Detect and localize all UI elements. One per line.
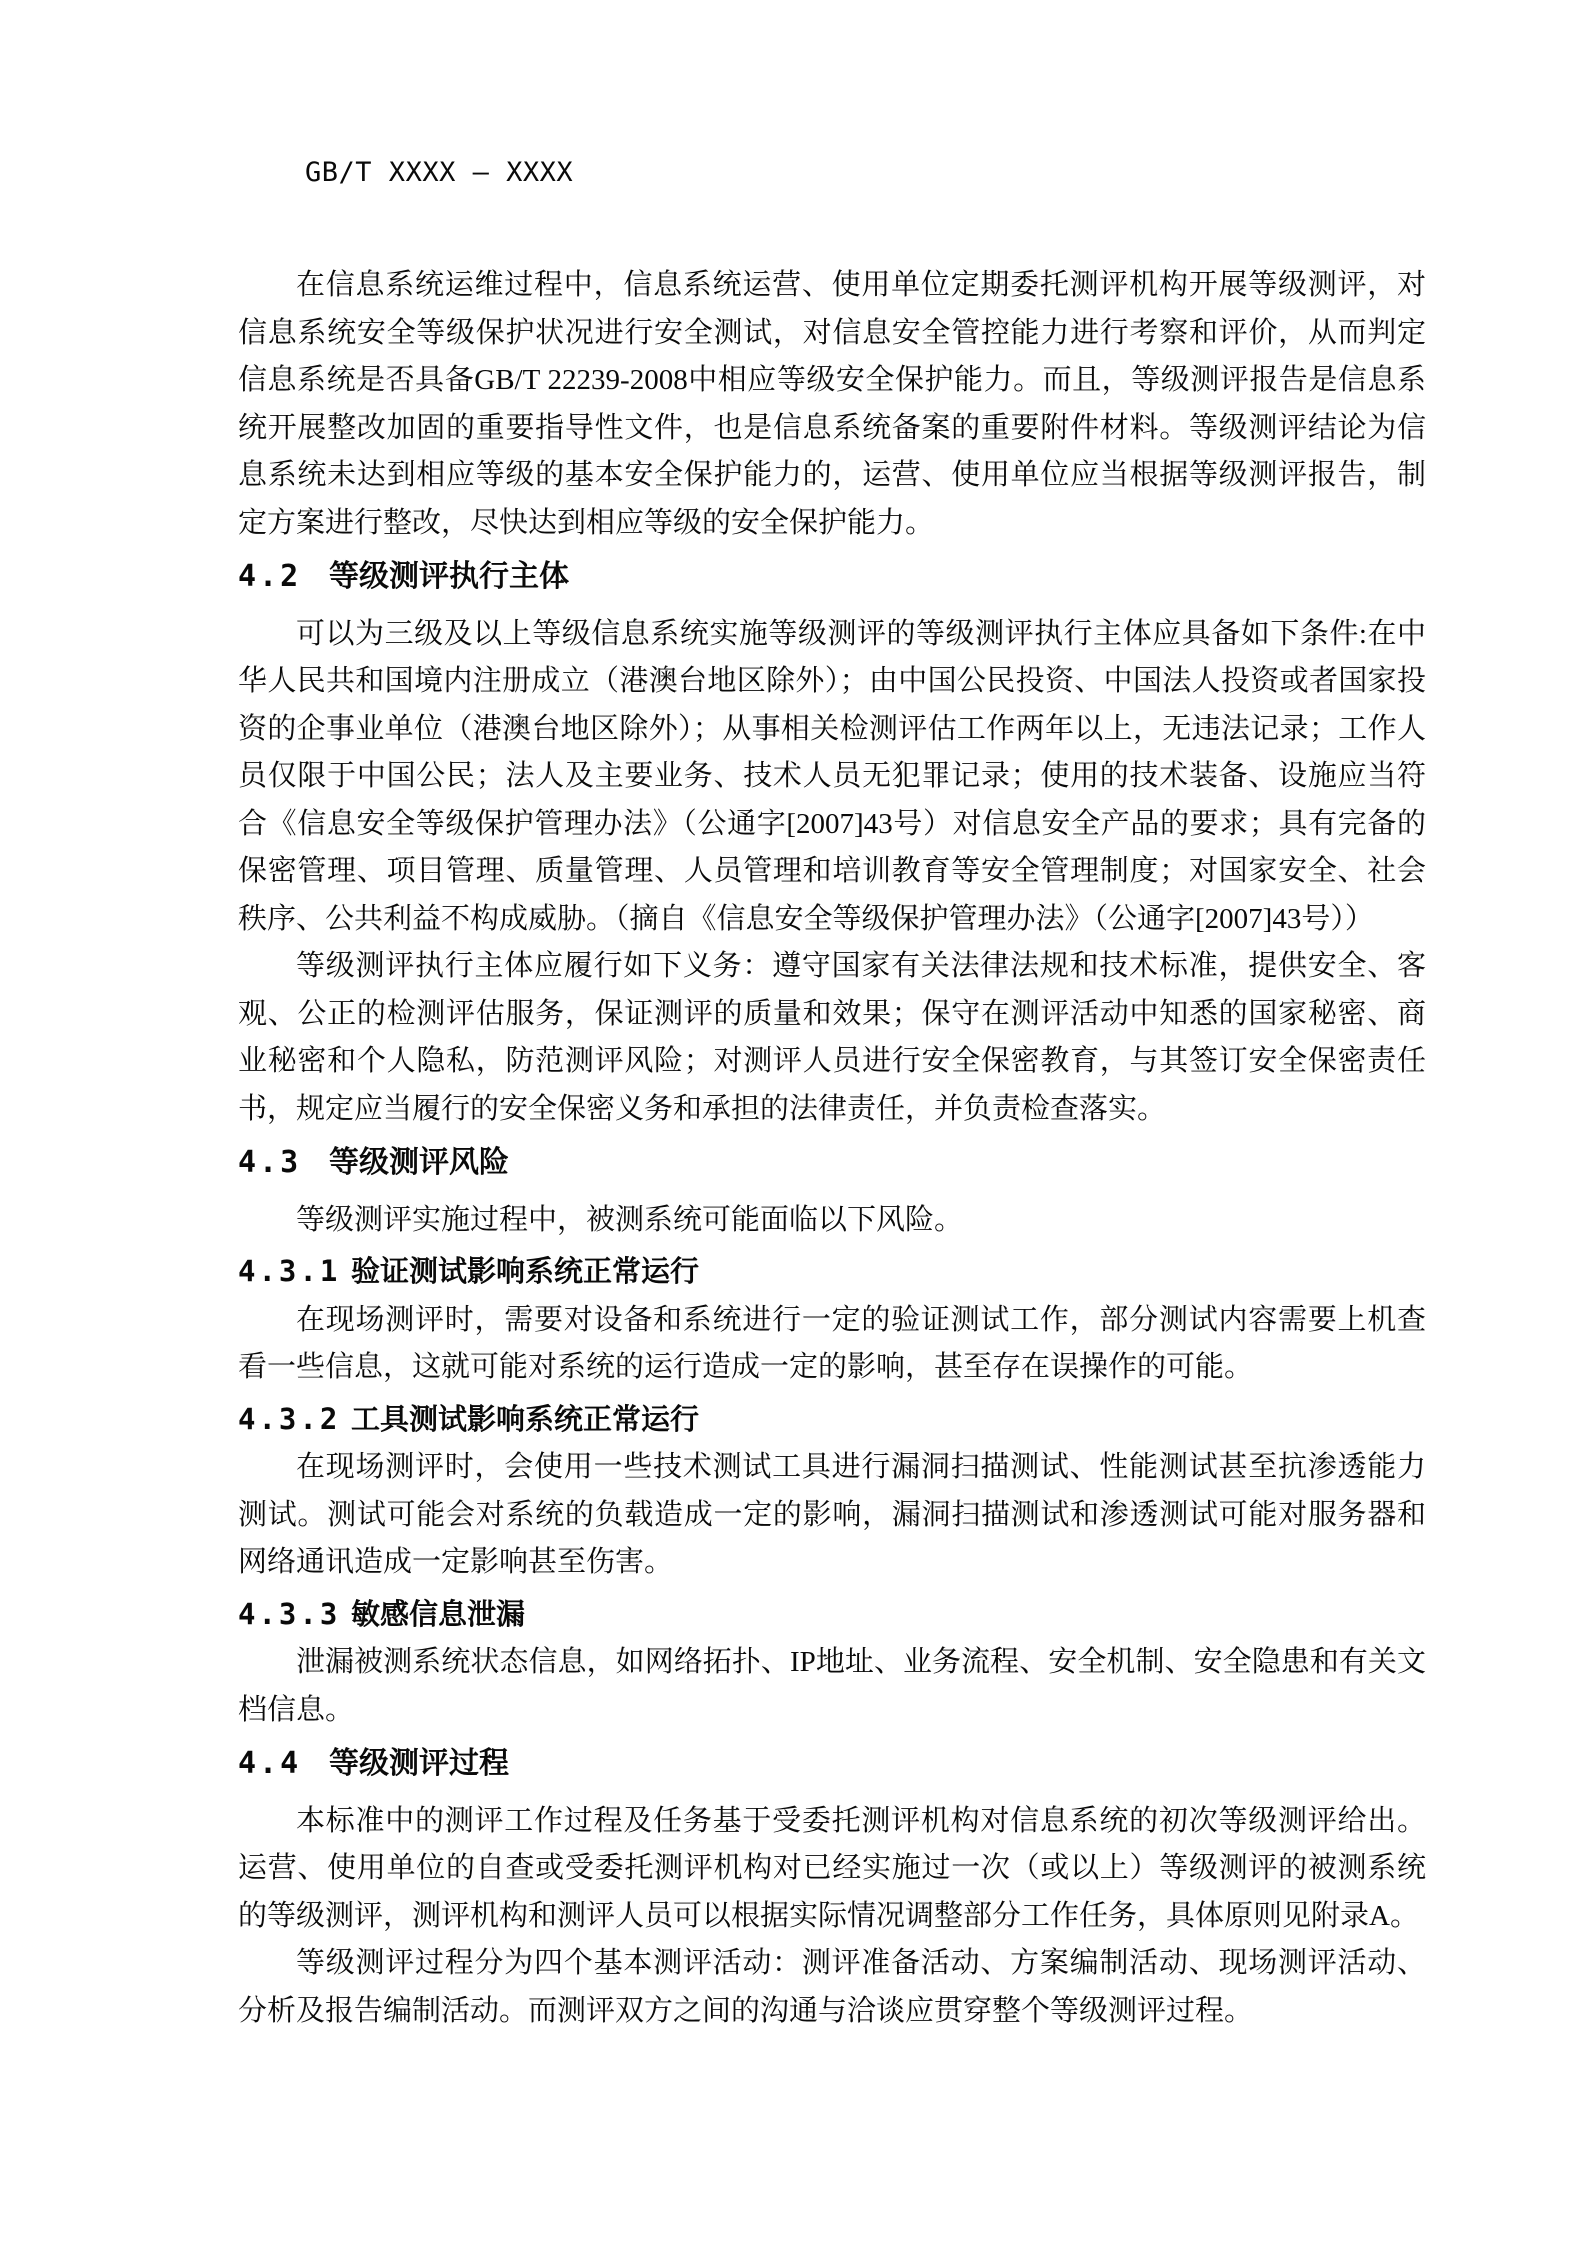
paragraph-executor-conditions: 可以为三级及以上等级信息系统实施等级测评的等级测评执行主体应具备如下条件:在中华人民共和国境内注册成立（港澳台地区除外）；由中国公民投资、中国法人投资或者国家投资的企事业单位（港澳台地区除外）；从事相关检测评估工作两年以上，无违法记录；工作人员仅限于中国公民；法人及主要业务、技术人员无犯罪记录；使用的技术装备、设施应当符合《信息安全等级保护管理办法》（公通字[2007]43号）对信息安全产品的要求；具有完备的保密管理、项目管理、质量管理、人员管理和培训教育等安全管理制度；对国家安全、社会秩序、公共利益不构成威胁。（摘自《信息安全等级保护管理办法》（公通字[2007]43号）） (238, 617, 1426, 935)
section-title-4-2: 等级测评执行主体 (329, 560, 569, 593)
section-number-4-3: 4.3 (238, 1145, 302, 1180)
section-heading-4-3 (238, 1139, 1426, 1187)
paragraph-verification-risk: 在现场测评时，需要对设备和系统进行一定的验证测试工作，部分测试内容需要上机查看一些信息，这就可能对系统的运行造成一定的影响，甚至存在误操作的可能。 (238, 1303, 1426, 1383)
section-title-4-3-1: 验证测试影响系统正常运行 (351, 1256, 700, 1288)
paragraph-sensitive-info-risk: 泄漏被测系统状态信息，如网络拓扑、IP地址、业务流程、安全机制、安全隐患和有关文档信息。 (238, 1646, 1426, 1726)
section-number-4-3-2: 4.3.2 (238, 1401, 341, 1436)
section-heading-4-2 (238, 553, 1426, 601)
section-title-4-3-2: 工具测试影响系统正常运行 (351, 1403, 700, 1436)
section-heading-4-4 (238, 1740, 1426, 1788)
paragraph-process-basis: 本标准中的测评工作过程及任务基于受委托测评机构对信息系统的初次等级测评给出。运营、使用单位的自查或受委托测评机构对已经实施过一次（或以上）等级测评的被测系统的等级测评，测评机构和测评人员可以根据实际情况调整部分工作任务，具体原则见附录A。 (238, 1804, 1426, 1932)
section-title-4-4: 等级测评过程 (329, 1747, 509, 1780)
standard-number: GB/T XXXX – XXXX (305, 157, 574, 188)
paragraph-risk-intro: 等级测评实施过程中，被测系统可能面临以下风险。 (296, 1203, 964, 1236)
section-heading-4-3-1 (238, 1248, 1426, 1297)
section-number-4-3-1: 4.3.1 (238, 1254, 341, 1288)
paragraph-tool-test-risk: 在现场测评时，会使用一些技术测试工具进行漏洞扫描测试、性能测试甚至抗渗透能力测试。测试可能会对系统的负载造成一定的影响，漏洞扫描测试和渗透测试可能对服务器和网络通讯造成一定影响甚至伤害。 (238, 1451, 1426, 1578)
section-title-4-3: 等级测评风险 (329, 1146, 509, 1179)
document-header (238, 122, 1432, 224)
paragraph-process-activities: 等级测评过程分为四个基本测评活动：测评准备活动、方案编制活动、现场测评活动、分析及报告编制活动。而测评双方之间的沟通与洽谈应贯穿整个等级测评过程。 (238, 1947, 1426, 2027)
paragraph-maintenance-intro: 在信息系统运维过程中，信息系统运营、使用单位定期委托测评机构开展等级测评，对信息系统安全等级保护状况进行安全测试，对信息安全管控能力进行考察和评价，从而判定信息系统是否具备GB/T 22239-2008中相应等级安全保护能力。而且，等级测评报告是信息系统开展整改加固的重要指导性文件，也是信息系统备案的重要附件材料。等级测评结论为信息系统未达到相应等级的基本安全保护能力的，运营、使用单位应当根据等级测评报告，制定方案进行整改，尽快达到相应等级的安全保护能力。 (238, 269, 1426, 539)
document-content (238, 262, 1426, 2035)
section-title-4-3-3: 敏感信息泄漏 (351, 1598, 526, 1631)
paragraph-executor-obligations: 等级测评执行主体应履行如下义务：遵守国家有关法律法规和技术标准，提供安全、客观、公正的检测评估服务，保证测评的质量和效果；保守在测评活动中知悉的国家秘密、商业秘密和个人隐私，防范测评风险；对测评人员进行安全保密教育，与其签订安全保密责任书，规定应当履行的安全保密义务和承担的法律责任，并负责检查落实。 (238, 950, 1426, 1125)
section-heading-4-3-2 (238, 1396, 1426, 1445)
section-heading-4-3-3 (238, 1591, 1426, 1640)
section-number-4-4: 4.4 (238, 1746, 302, 1781)
section-number-4-3-3: 4.3.3 (238, 1596, 341, 1631)
section-number-4-2: 4.2 (238, 559, 302, 594)
